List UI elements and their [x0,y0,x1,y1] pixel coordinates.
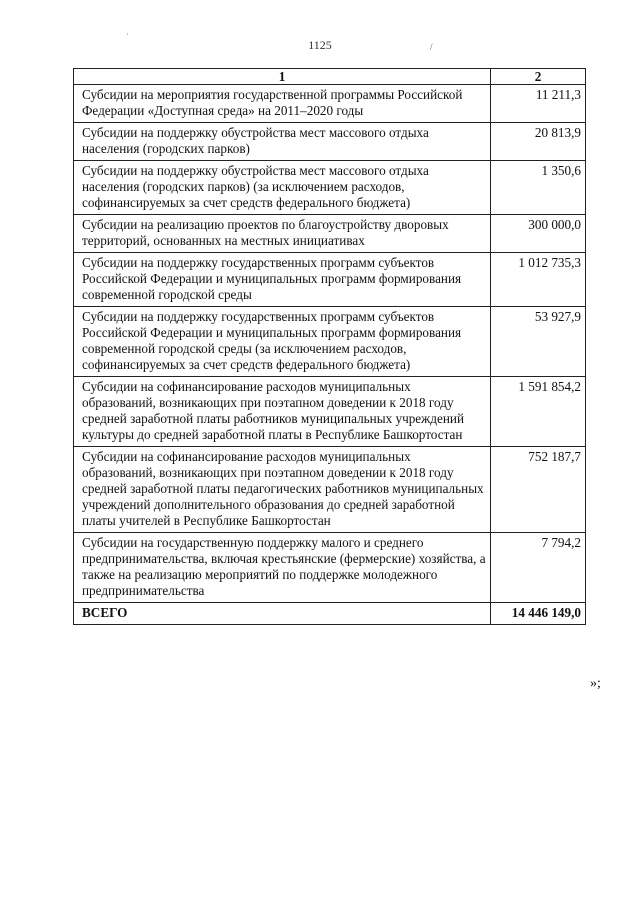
row-label: Субсидии на софинансирование расходов муниципальных образований, возникающих при поэтапном доведении к 2018 году средней заработной платы работников муниципальных учреждений культуры до средней заработной платы в Республике Башкортостан [74,377,491,447]
row-label: Субсидии на поддержку государственных программ субъектов Российской Федерации и муниципальных программ формирования современной городской среды [74,253,491,307]
row-value: 752 187,7 [491,447,586,533]
table-row [74,253,586,307]
scan-mark: / [430,42,433,52]
table-row [74,447,586,533]
table-row [74,123,586,161]
total-row [74,603,586,625]
total-label: ВСЕГО [74,603,491,625]
table-row [74,85,586,123]
table-row [74,533,586,603]
table-row [74,161,586,215]
row-label: Субсидии на софинансирование расходов муниципальных образований, возникающих при поэтапном доведении к 2018 году средней заработной платы педагогических работников муниципальных учреждений дополнительного образования до средней заработной платы учителей в Республике Башкортостан [74,447,491,533]
table-header-row [74,69,586,85]
page-number: 1125 [308,38,332,52]
table-row [74,215,586,253]
table-row [74,377,586,447]
table-row [74,307,586,377]
row-value: 1 591 854,2 [491,377,586,447]
row-label: Субсидии на мероприятия государственной программы Российской Федерации «Доступная среда» на 2011–2020 годы [74,85,491,123]
row-value: 7 794,2 [491,533,586,603]
total-value: 14 446 149,0 [491,603,586,625]
row-value: 300 000,0 [491,215,586,253]
subsidy-table [73,68,586,625]
row-value: 53 927,9 [491,307,586,377]
column-header-1: 1 [74,69,491,85]
row-label: Субсидии на поддержку обустройства мест массового отдыха населения (городских парков) [74,123,491,161]
row-label: Субсидии на поддержку обустройства мест массового отдыха населения (городских парков) (за исключением расходов, софинансируемых за счет средств федерального бюджета) [74,161,491,215]
row-value: 20 813,9 [491,123,586,161]
row-value: 1 350,6 [491,161,586,215]
row-value: 11 211,3 [491,85,586,123]
column-header-2: 2 [491,69,586,85]
row-label: Субсидии на государственную поддержку малого и среднего предпринимательства, включая крестьянские (фермерские) хозяйства, а также на реализацию мероприятий по поддержке молодежного предпринимательства [74,533,491,603]
scan-mark: · [126,30,129,39]
row-value: 1 012 735,3 [491,253,586,307]
row-label: Субсидии на поддержку государственных программ субъектов Российской Федерации и муниципальных программ формирования современной городской среды (за исключением расходов, софинансируемых за счет средств федерального бюджета) [74,307,491,377]
closing-quote: »; [590,676,601,691]
row-label: Субсидии на реализацию проектов по благоустройству дворовых территорий, основанных на местных инициативах [74,215,491,253]
